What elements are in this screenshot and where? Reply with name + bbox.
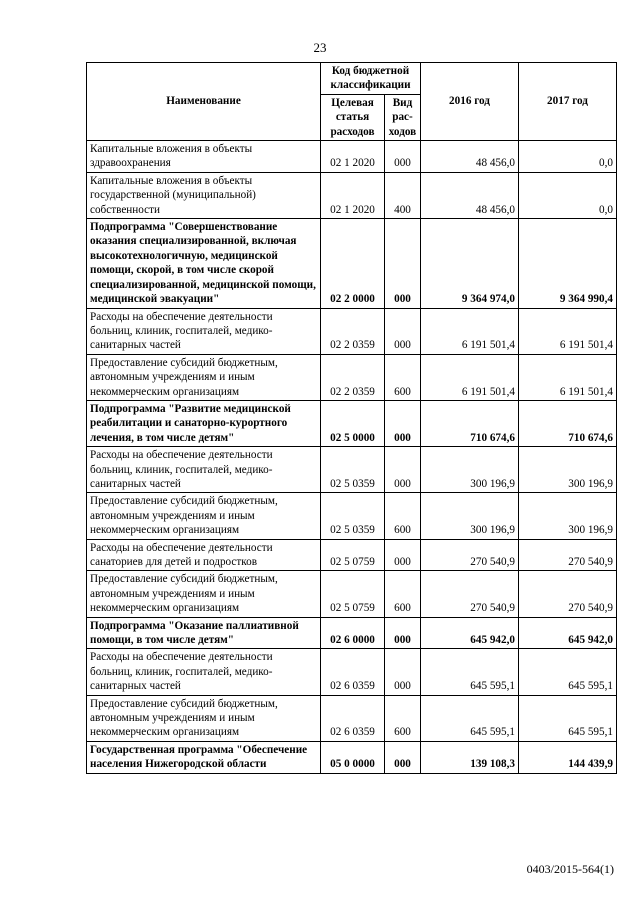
table-row	[87, 649, 617, 695]
cell-amount-2016: 139 108,3	[421, 741, 519, 773]
table-row	[87, 447, 617, 493]
cell-expense-kind: 600	[385, 571, 421, 617]
page-number: 23	[313, 40, 327, 55]
cell-amount-2017: 645 942,0	[519, 617, 617, 649]
cell-name: Капитальные вложения в объекты здравоохранения	[87, 141, 321, 173]
cell-amount-2017: 270 540,9	[519, 539, 617, 571]
document-code: 0403/2015-564(1)	[526, 862, 614, 876]
header-year-2017: 2017 год	[519, 63, 617, 141]
cell-expense-kind: 000	[385, 447, 421, 493]
cell-amount-2017: 6 191 501,4	[519, 308, 617, 354]
table-row	[87, 400, 617, 446]
cell-amount-2017: 270 540,9	[519, 571, 617, 617]
cell-amount-2017: 144 439,9	[519, 741, 617, 773]
cell-name: Предоставление субсидий бюджетным, автономным учреждениям и иным некоммерческим организациям	[87, 695, 321, 741]
cell-expense-kind: 000	[385, 649, 421, 695]
cell-amount-2017: 0,0	[519, 172, 617, 218]
cell-amount-2017: 645 595,1	[519, 695, 617, 741]
table-row	[87, 539, 617, 571]
cell-expense-kind: 000	[385, 308, 421, 354]
cell-amount-2016: 300 196,9	[421, 493, 519, 539]
cell-amount-2017: 300 196,9	[519, 493, 617, 539]
cell-target-article: 02 5 0000	[321, 400, 385, 446]
table-row	[87, 172, 617, 218]
table-row	[87, 219, 617, 308]
cell-amount-2016: 645 942,0	[421, 617, 519, 649]
cell-amount-2016: 645 595,1	[421, 649, 519, 695]
cell-amount-2017: 6 191 501,4	[519, 354, 617, 400]
cell-target-article: 02 6 0359	[321, 649, 385, 695]
header-year-2016: 2016 год	[421, 63, 519, 141]
cell-target-article: 02 2 0359	[321, 354, 385, 400]
cell-amount-2016: 9 364 974,0	[421, 219, 519, 308]
table-row	[87, 354, 617, 400]
cell-name: Подпрограмма "Совершенствование оказания специализированной, включая высокотехнологичную, медицинской помощи, скорой, в том числе скорой специализированной, медицинской помощи, медицинской эвакуации"	[87, 219, 321, 308]
header-name: Наименование	[87, 63, 321, 141]
cell-target-article: 02 5 0759	[321, 539, 385, 571]
cell-amount-2017: 645 595,1	[519, 649, 617, 695]
cell-expense-kind: 600	[385, 354, 421, 400]
cell-expense-kind: 600	[385, 695, 421, 741]
table-row	[87, 141, 617, 173]
cell-target-article: 02 6 0000	[321, 617, 385, 649]
cell-amount-2016: 6 191 501,4	[421, 308, 519, 354]
table-row	[87, 617, 617, 649]
table-body	[87, 141, 617, 774]
cell-name: Расходы на обеспечение деятельности больниц, клиник, госпиталей, медико-санитарных частей	[87, 649, 321, 695]
table-header	[87, 63, 617, 141]
table-row	[87, 571, 617, 617]
cell-amount-2017: 9 364 990,4	[519, 219, 617, 308]
cell-target-article: 02 5 0359	[321, 493, 385, 539]
cell-amount-2016: 270 540,9	[421, 571, 519, 617]
header-target-article: Целевая статья расходов	[321, 94, 385, 140]
cell-name: Расходы на обеспечение деятельности больниц, клиник, госпиталей, медико-санитарных частей	[87, 447, 321, 493]
cell-name: Подпрограмма "Оказание паллиативной помощи, в том числе детям"	[87, 617, 321, 649]
cell-amount-2017: 0,0	[519, 141, 617, 173]
cell-expense-kind: 600	[385, 493, 421, 539]
cell-target-article: 02 2 0000	[321, 219, 385, 308]
cell-target-article: 05 0 0000	[321, 741, 385, 773]
cell-expense-kind: 400	[385, 172, 421, 218]
cell-expense-kind: 000	[385, 617, 421, 649]
cell-name: Предоставление субсидий бюджетным, автономным учреждениям и иным некоммерческим организациям	[87, 493, 321, 539]
cell-expense-kind: 000	[385, 741, 421, 773]
cell-expense-kind: 000	[385, 141, 421, 173]
cell-expense-kind: 000	[385, 219, 421, 308]
cell-amount-2016: 6 191 501,4	[421, 354, 519, 400]
cell-name: Государственная программа "Обеспечение населения Нижегородской области	[87, 741, 321, 773]
cell-target-article: 02 5 0759	[321, 571, 385, 617]
budget-table	[86, 62, 617, 774]
cell-expense-kind: 000	[385, 539, 421, 571]
cell-amount-2017: 710 674,6	[519, 400, 617, 446]
cell-target-article: 02 2 0359	[321, 308, 385, 354]
cell-name: Предоставление субсидий бюджетным, автономным учреждениям и иным некоммерческим организациям	[87, 354, 321, 400]
cell-amount-2016: 710 674,6	[421, 400, 519, 446]
cell-target-article: 02 6 0359	[321, 695, 385, 741]
cell-target-article: 02 1 2020	[321, 141, 385, 173]
table-row	[87, 308, 617, 354]
cell-amount-2016: 270 540,9	[421, 539, 519, 571]
cell-name: Расходы на обеспечение деятельности санаториев для детей и подростков	[87, 539, 321, 571]
cell-target-article: 02 5 0359	[321, 447, 385, 493]
cell-target-article: 02 1 2020	[321, 172, 385, 218]
cell-amount-2017: 300 196,9	[519, 447, 617, 493]
cell-name: Подпрограмма "Развитие медицинской реабилитации и санаторно-курортного лечения, в том числе детям"	[87, 400, 321, 446]
cell-name: Расходы на обеспечение деятельности больниц, клиник, госпиталей, медико-санитарных частей	[87, 308, 321, 354]
cell-name: Предоставление субсидий бюджетным, автономным учреждениям и иным некоммерческим организациям	[87, 571, 321, 617]
cell-name: Капитальные вложения в объекты государственной (муниципальной) собственности	[87, 172, 321, 218]
table-row	[87, 695, 617, 741]
cell-amount-2016: 300 196,9	[421, 447, 519, 493]
table-row	[87, 493, 617, 539]
cell-amount-2016: 48 456,0	[421, 172, 519, 218]
table-row	[87, 741, 617, 773]
cell-amount-2016: 48 456,0	[421, 141, 519, 173]
cell-amount-2016: 645 595,1	[421, 695, 519, 741]
cell-expense-kind: 000	[385, 400, 421, 446]
header-code-group: Код бюджетной классификации	[321, 63, 421, 95]
header-expense-kind: Вид рас- ходов	[385, 94, 421, 140]
